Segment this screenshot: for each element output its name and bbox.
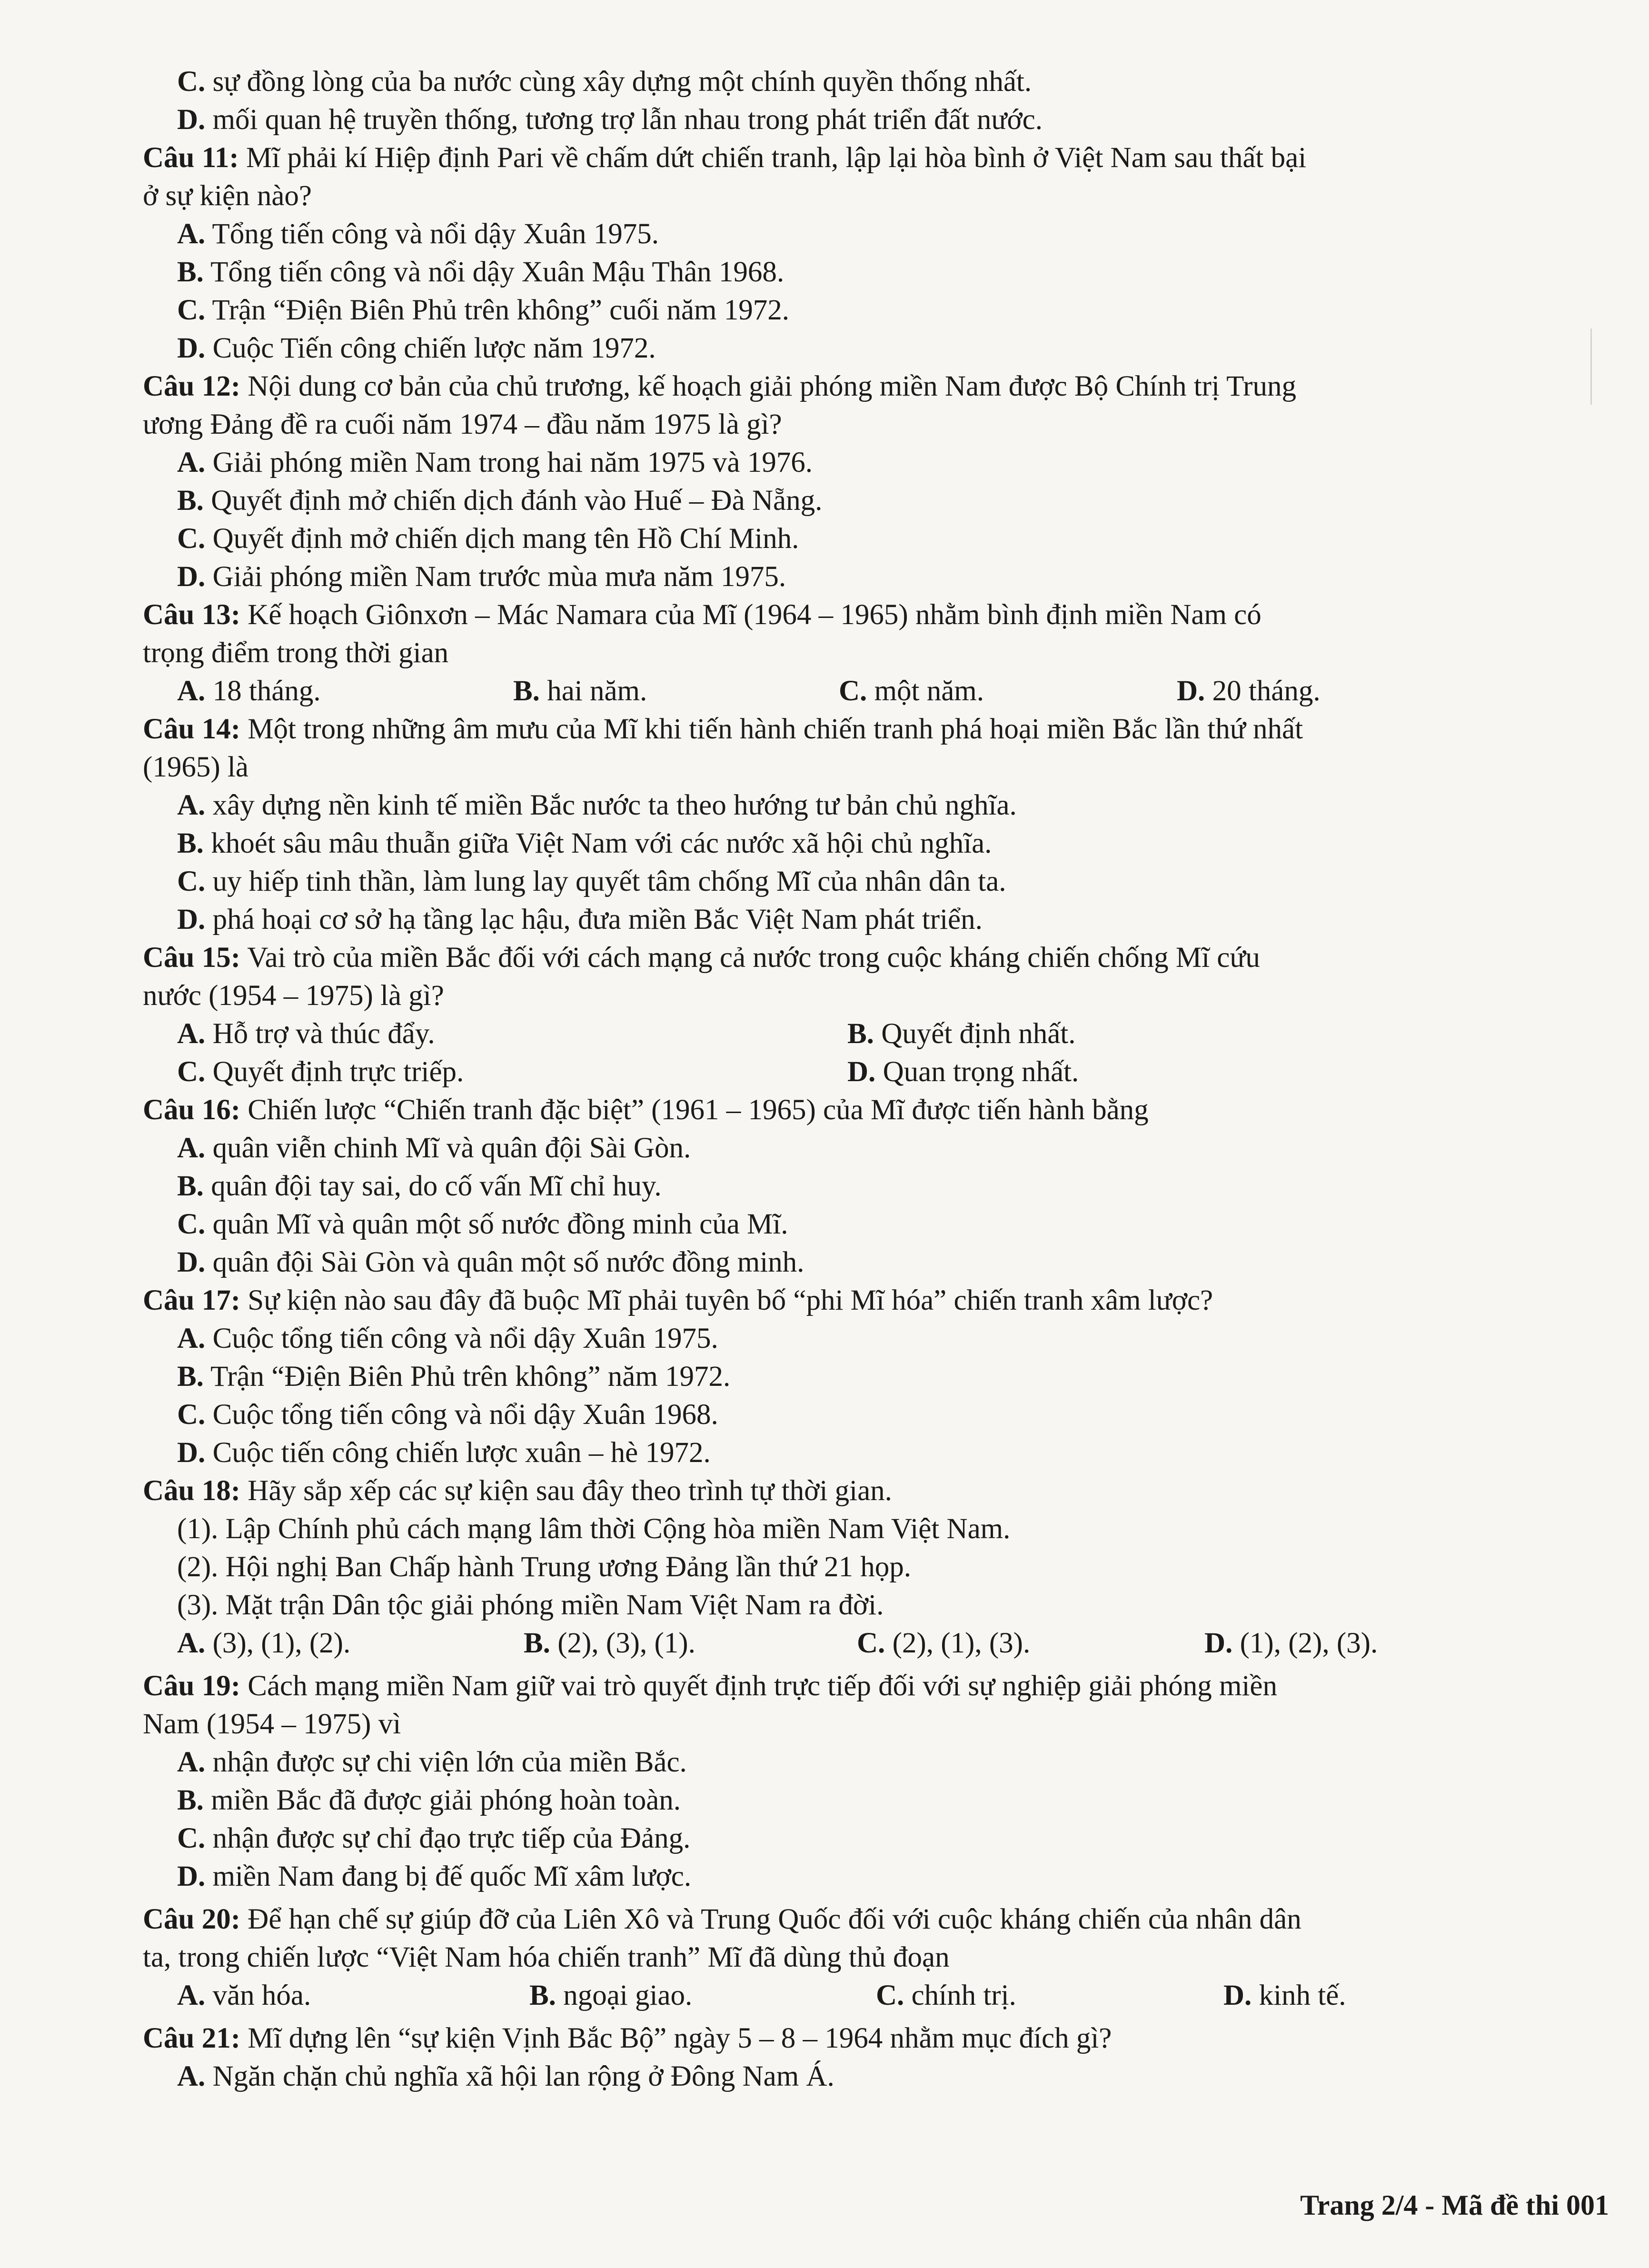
q18-option-c: C. (2), (1), (3).: [857, 1627, 1031, 1659]
q11-option-d: D. Cuộc Tiến công chiến lược năm 1972.: [177, 332, 656, 364]
q15-stem: Câu 15: Vai trò của miền Bắc đối với cách mạng cả nước trong cuộc kháng chiến chống Mĩ cứu: [143, 942, 1260, 974]
q20-stem: Câu 20: Để hạn chế sự giúp đỡ của Liên Xô và Trung Quốc đối với cuộc kháng chiến của nhân dân: [143, 1903, 1301, 1935]
scan-edge-mark: [1590, 328, 1592, 405]
q12-stem: Câu 12: Nội dung cơ bản của chủ trương, kế hoạch giải phóng miền Nam được Bộ Chính trị Trung: [143, 370, 1296, 402]
q10-option-c: C. sự đồng lòng của ba nước cùng xây dựng một chính quyền thống nhất.: [177, 66, 1032, 98]
q19-stem-cont: Nam (1954 – 1975) vì: [143, 1708, 401, 1740]
q14-stem: Câu 14: Một trong những âm mưu của Mĩ khi tiến hành chiến tranh phá hoại miền Bắc lần thứ nhất: [143, 713, 1303, 745]
q18-stem: Câu 18: Hãy sắp xếp các sự kiện sau đây theo trình tự thời gian.: [143, 1475, 892, 1507]
q17-option-d: D. Cuộc tiến công chiến lược xuân – hè 1972.: [177, 1437, 711, 1469]
q15-option-c: C. Quyết định trực triếp.: [177, 1056, 464, 1088]
q20-option-b: B. ngoại giao.: [529, 1980, 693, 2011]
q12-option-c: C. Quyết định mở chiến dịch mang tên Hồ Chí Minh.: [177, 523, 799, 555]
q14-stem-cont: (1965) là: [143, 751, 248, 783]
q19-option-a: A. nhận được sự chi viện lớn của miền Bắc.: [177, 1746, 687, 1778]
q18-event-2: (2). Hội nghị Ban Chấp hành Trung ương Đảng lần thứ 21 họp.: [177, 1551, 911, 1583]
q11-stem-cont: ở sự kiện nào?: [143, 180, 312, 212]
q20-option-c: C. chính trị.: [876, 1980, 1016, 2011]
q18-event-3: (3). Mặt trận Dân tộc giải phóng miền Nam Việt Nam ra đời.: [177, 1589, 884, 1621]
q14-option-c: C. uy hiếp tinh thần, làm lung lay quyết tâm chống Mĩ của nhân dân ta.: [177, 865, 1006, 897]
q18-option-d: D. (1), (2), (3).: [1204, 1627, 1378, 1659]
q13-option-a: A. 18 tháng.: [177, 675, 321, 707]
q13-stem-cont: trọng điểm trong thời gian: [143, 637, 449, 669]
q20-option-a: A. văn hóa.: [177, 1980, 311, 2011]
q21-stem: Câu 21: Mĩ dựng lên “sự kiện Vịnh Bắc Bộ” ngày 5 – 8 – 1964 nhằm mục đích gì?: [143, 2022, 1112, 2054]
q20-option-d: D. kinh tế.: [1223, 1980, 1346, 2011]
q14-option-a: A. xây dựng nền kinh tế miền Bắc nước ta theo hướng tư bản chủ nghĩa.: [177, 789, 1017, 821]
q13-option-c: C. một năm.: [839, 675, 984, 707]
q11-option-c: C. Trận “Điện Biên Phủ trên không” cuối năm 1972.: [177, 294, 789, 326]
q11-stem: Câu 11: Mĩ phải kí Hiệp định Pari về chấm dứt chiến tranh, lập lại hòa bình ở Việt Nam sau thất bại: [143, 142, 1307, 174]
q18-option-a: A. (3), (1), (2).: [177, 1627, 351, 1659]
q15-option-b: B. Quyết định nhất.: [847, 1018, 1076, 1050]
q12-option-b: B. Quyết định mở chiến dịch đánh vào Huế – Đà Nẵng.: [177, 485, 823, 517]
q19-option-b: B. miền Bắc đã được giải phóng hoàn toàn.: [177, 1784, 681, 1816]
q15-option-a: A. Hỗ trợ và thúc đẩy.: [177, 1018, 435, 1050]
q17-option-a: A. Cuộc tổng tiến công và nổi dậy Xuân 1975.: [177, 1323, 718, 1354]
q12-option-a: A. Giải phóng miền Nam trong hai năm 1975 và 1976.: [177, 447, 813, 478]
q12-option-d: D. Giải phóng miền Nam trước mùa mưa năm 1975.: [177, 561, 786, 593]
q12-stem-cont: ương Đảng đề ra cuối năm 1974 – đầu năm 1975 là gì?: [143, 408, 782, 440]
q16-option-c: C. quân Mĩ và quân một số nước đồng minh của Mĩ.: [177, 1208, 788, 1240]
q17-option-c: C. Cuộc tổng tiến công và nổi dậy Xuân 1968.: [177, 1399, 718, 1431]
q10-option-d: D. mối quan hệ truyền thống, tương trợ lẫn nhau trong phát triển đất nước.: [177, 104, 1043, 136]
q15-stem-cont: nước (1954 – 1975) là gì?: [143, 980, 444, 1012]
q13-option-b: B. hai năm.: [513, 675, 647, 707]
q14-option-b: B. khoét sâu mâu thuẫn giữa Việt Nam với các nước xã hội chủ nghĩa.: [177, 827, 992, 859]
q16-option-d: D. quân đội Sài Gòn và quân một số nước đồng minh.: [177, 1246, 805, 1278]
q13-option-d: D. 20 tháng.: [1177, 675, 1321, 707]
page-footer: Trang 2/4 - Mã đề thi 001: [1300, 2189, 1609, 2221]
q21-option-a: A. Ngăn chặn chủ nghĩa xã hội lan rộng ở Đông Nam Á.: [177, 2060, 834, 2092]
q18-event-1: (1). Lập Chính phủ cách mạng lâm thời Cộng hòa miền Nam Việt Nam.: [177, 1513, 1011, 1545]
q20-stem-cont: ta, trong chiến lược “Việt Nam hóa chiến tranh” Mĩ đã dùng thủ đoạn: [143, 1941, 950, 1973]
q16-option-a: A. quân viễn chinh Mĩ và quân đội Sài Gòn.: [177, 1132, 691, 1164]
q19-option-c: C. nhận được sự chỉ đạo trực tiếp của Đảng.: [177, 1822, 691, 1854]
q19-option-d: D. miền Nam đang bị đế quốc Mĩ xâm lược.: [177, 1860, 692, 1892]
q16-stem: Câu 16: Chiến lược “Chiến tranh đặc biệt” (1961 – 1965) của Mĩ được tiến hành bằng: [143, 1094, 1149, 1126]
q14-option-d: D. phá hoại cơ sở hạ tầng lạc hậu, đưa miền Bắc Việt Nam phát triển.: [177, 904, 983, 935]
q13-stem: Câu 13: Kế hoạch Giônxơn – Mác Namara của Mĩ (1964 – 1965) nhằm bình định miền Nam có: [143, 599, 1262, 631]
q11-option-b: B. Tổng tiến công và nổi dậy Xuân Mậu Thân 1968.: [177, 256, 785, 288]
q19-stem: Câu 19: Cách mạng miền Nam giữ vai trò quyết định trực tiếp đối với sự nghiệp giải phóng miền: [143, 1670, 1277, 1702]
q16-option-b: B. quân đội tay sai, do cố vấn Mĩ chỉ huy.: [177, 1170, 662, 1202]
q18-option-b: B. (2), (3), (1).: [524, 1627, 695, 1659]
q17-option-b: B. Trận “Điện Biên Phủ trên không” năm 1972.: [177, 1361, 731, 1393]
q15-option-d: D. Quan trọng nhất.: [847, 1056, 1079, 1088]
q11-option-a: A. Tổng tiến công và nổi dậy Xuân 1975.: [177, 218, 659, 250]
q17-stem: Câu 17: Sự kiện nào sau đây đã buộc Mĩ phải tuyên bố “phi Mĩ hóa” chiến tranh xâm lược?: [143, 1284, 1213, 1316]
